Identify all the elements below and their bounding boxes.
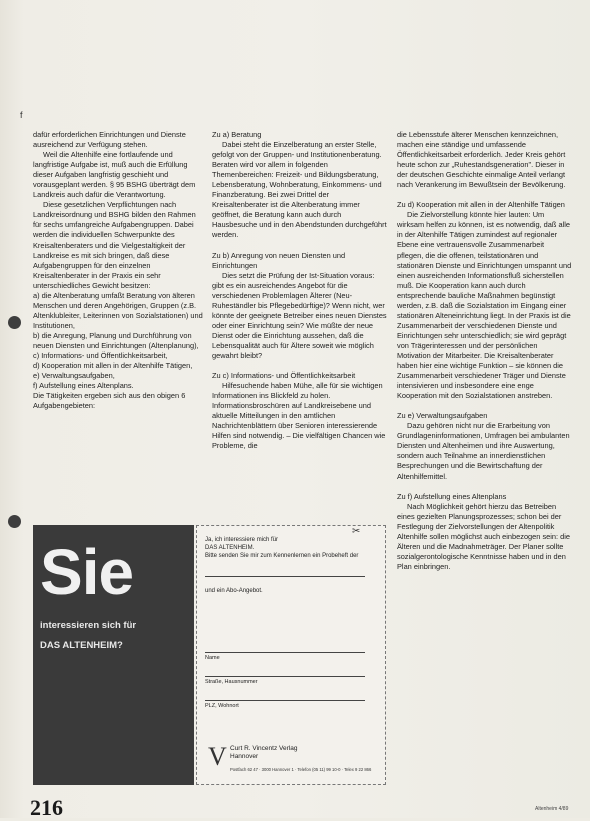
text-column-3 [397, 130, 572, 810]
paragraph: Die Tätigkeiten ergeben sich aus den obigen 6 Aufgabengebieten: [33, 391, 186, 411]
paragraph: Diese gesetzlichen Verpflichtungen nach Landkreisordnung und BSHG bilden den Rahmen für sechs umfangreiche Aufgabengruppen. Dabei werden die individuellen Schwerpunkte des Kreisaltenberaters und die Vielgestaltigkeit der Landkreise es mit sich bringen, daß diese Aufgabengruppen für den einzelnen Kreisaltenberater in der Praxis ein sehr unterschiedliches Gewicht besitzen: [33, 200, 196, 290]
page-mark: f [20, 110, 23, 120]
paragraph: die Lebensstufe älterer Menschen kennzeichnen, machen eine ständige und umfassende Öffentlichkeitsarbeit erforderlich. Jeder Kreis gehört heute schon zur „Ruhestandsgeneration". Dieser in der deutschen Geschichte einmalige Anteil verlangt nach Verankerung im Bewußtsein der Bevölkerung. [397, 130, 566, 190]
publisher-address: Postfach 62 47 · 3000 Hannover 1 · Telefon (05 11) 99 10-0 · Telex 9 22 866 [230, 767, 372, 772]
publisher-name [230, 745, 297, 760]
list-item: c) Informations- und Öffentlichkeitsarbeit, [33, 351, 168, 361]
ad-headline: Sie [40, 536, 134, 608]
publisher-line: Curt R. Vincentz Verlag [230, 745, 298, 752]
paragraph: Weil die Altenhilfe eine fortlaufende und langfristige Aufgabe ist, muß auch die Erfüllung dieser Aufgaben langfristig geschieht und vorausgeplant werden. § 95 BSHG überträgt dem Landkreis auch dafür die Verantwortung. [33, 150, 196, 200]
coupon-text: Ja, ich interessiere mich für [205, 537, 279, 543]
form-line[interactable] [205, 576, 365, 577]
page-number: 216 [30, 795, 63, 820]
publisher-logo: V [208, 742, 227, 771]
ad-text-line: DAS ALTENHEIM? [40, 640, 123, 651]
plz-label: PLZ, Wohnort [205, 703, 239, 709]
street-label: Straße, Hausnummer [205, 679, 258, 685]
name-field[interactable] [205, 652, 365, 653]
section-heading: Zu b) Anregung von neuen Diensten und Einrichtungen [212, 250, 346, 270]
text-column-2 [212, 130, 387, 515]
paragraph: dafür erforderlichen Einrichtungen und Dienste ausreichend zur Verfügung stehen. [33, 130, 186, 150]
text-column-1 [33, 130, 203, 510]
list-item: b) die Anregung, Planung und Durchführung von neuen Diensten und Einrichtungen (Altenplanung), [33, 330, 199, 350]
coupon-text: DAS ALTENHEIM. [205, 545, 255, 551]
list-item: d) Kooperation mit allen in der Altenhilfe Tätigen, [33, 361, 193, 371]
plz-field[interactable] [205, 700, 365, 701]
punch-hole [8, 316, 21, 329]
paragraph: Dazu gehören nicht nur die Erarbeitung von Grundlageninformationen, Umfragen bei ambulanten Diensten und Altenheimen und ihre Auswertung, sondern auch Teilnahme an innerdienstlichen Besprechungen und die Bewirtschaftung der Altenhilfemittel. [397, 421, 570, 481]
list-item: a) die Altenberatung umfaßt Beratung von älteren Menschen und deren Angehörigen, Gruppen (z.B. Altenklubleiter, Leiterinnen von Sozialstationen) und Institutionen, [33, 290, 203, 330]
section-heading: Zu a) Beratung [212, 130, 262, 139]
coupon-text: und ein Abo-Angebot. [205, 588, 263, 594]
paragraph: Nach Möglichkeit gehört hierzu das Betreiben eines gezielten Planungsprozesses; schon bei der Festlegung der Zielvorstellungen der Altenpolitik Altenhilfe sollen möglichst auch einbezogen sein: die Älteren und die Madnahmeträger. Der Planer sollte sozialgerontologische Kenntnisse haben und in den Plan einbringen. [397, 501, 570, 571]
section-heading: Zu e) Verwaltungsaufgaben [397, 411, 488, 421]
list-item: f) Aufstellung eines Altenplans. [33, 381, 134, 391]
section-heading: Zu c) Informations- und Öffentlichkeitsarbeit [212, 371, 356, 381]
section-heading: Zu d) Kooperation mit allen in der Altenhilfe Tätigen [397, 200, 565, 210]
ad-text-line: interessieren sich für [40, 620, 137, 631]
name-label: Name [205, 655, 220, 661]
paragraph: Hilfesuchende haben Mühe, alle für sie wichtigen Informationen ins Blickfeld zu holen. Informationsbroschüren auf Landkreisebene und aktuelle Mitteilungen in den amtlichen Nachrichtenblättern über Senioren interessierende Hilfen sind notwendig. – Die vielfältigen Chancen wie Probleme, die [212, 381, 386, 451]
coupon-text: Bitte senden Sie mir zum Kennenlernen ein Probeheft der [205, 553, 359, 559]
street-field[interactable] [205, 676, 365, 677]
scissors-icon: ✂ [352, 526, 361, 537]
paragraph: Die Zielvorstellung könnte hier lauten: Um wirksam helfen zu können, ist es notwendig, daß alle in der Altenhilfe Tätigen zumindest auf regionaler Ebene eine vertrauensvolle Zusammenarbeit pflegen, die die offenen, teilstationären und stationären Dienste und Einrichtungen umspannt und einen ausreichenden Informationsfluß sicherstellen muß. Die Kooperation kann auch durch entsprechende bauliche Maßnahmen begünstigt werden, z.B. daß die Sozialstation im Eingang einer stationären Alteneinrichtung liegt. In der Praxis ist die Zusammenarbeit der verschiedenen Dienste und Einrichtungen sehr unterschiedlich; sie wird geprägt von Trägerinteressen und der persönlichen Motivation der Mitarbeiter. Die Kreisaltenberater haben hier eine wichtige Funktion – sie können die Zusammenarbeit verschiedener Träger und Dienste intensivieren und insbesondere eine enge Kooperation mit den Sozialstationen anstreben. [397, 210, 572, 401]
punch-hole [8, 515, 21, 528]
publisher-line: Hannover [230, 752, 259, 760]
list-item: e) Verwaltungsaufgaben, [33, 371, 115, 381]
paragraph: Dabei steht die Einzelberatung an erster Stelle, gefolgt von der Gruppen- und Institutionenberatung. Beraten wird vor allem in folgenden Themenbereichen: Freizeit- und Bildungsberatung, Lebensberatung, Wohnberatung, Einkommens- und Finanzberatung. Bei zwei Drittel der Kreisaltenberater ist die Altenberatung immer geöffnet, die Beratung kann auch durch Hausbesuche und in den Abendstunden durchgeführt werden. [212, 140, 387, 240]
footer-text: Altenheim 4/89 [535, 806, 569, 812]
section-heading: Zu f) Aufstellung eines Altenplans [397, 491, 507, 501]
paragraph: Dies setzt die Prüfung der Ist-Situation voraus: gibt es ein ausreichendes Angebot für die verschiedenen Problemlagen Älterer (Neu-Ruheständler bis Pflegebedürftige)? Wenn nicht, wer könnte der geeignete Betreiber eines neuen Dienstes oder einer Einrichtung sein? Wie müßte der neue Dienst oder die Einrichtung aussehen, daß die Lebensqualität auch für Ältere soweit wie möglich gewahrt bleibt? [212, 270, 387, 360]
